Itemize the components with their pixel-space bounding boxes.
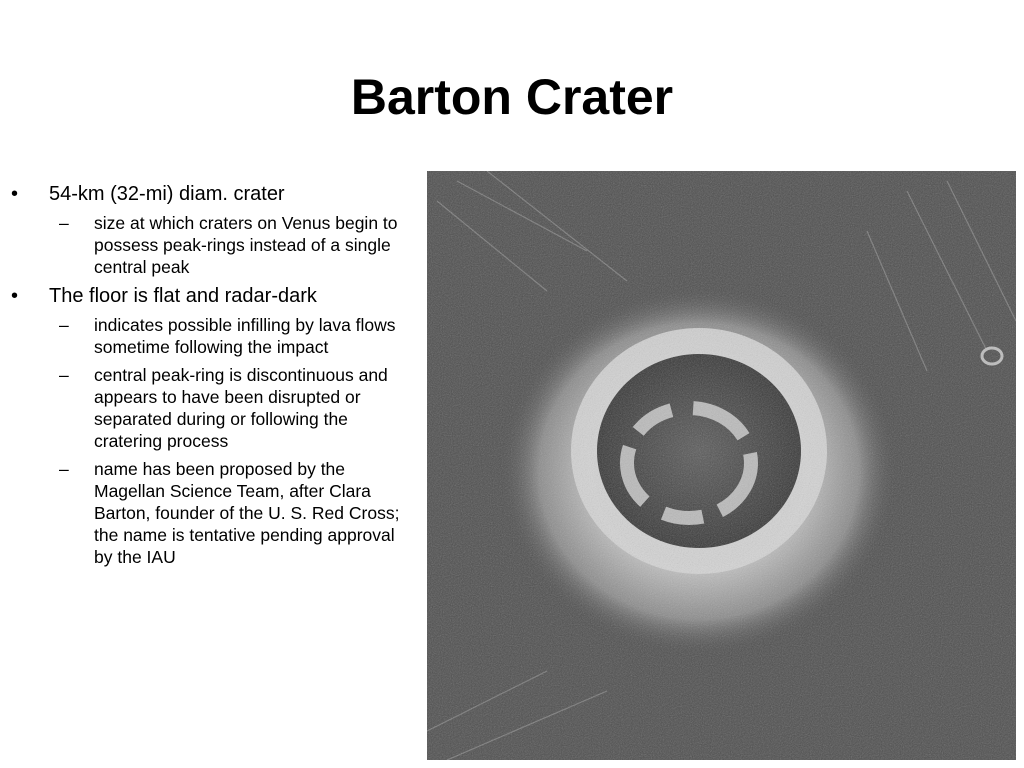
sub-list bbox=[49, 314, 420, 568]
bullet-list bbox=[0, 182, 420, 568]
sub-item bbox=[49, 314, 420, 358]
slide-content bbox=[0, 182, 420, 574]
sub-item-text: central peak-ring is discontinuous and appears to have been disrupted or separated during or following the cratering process bbox=[94, 365, 388, 451]
crater-radar-image bbox=[427, 171, 1016, 760]
sub-item-text: size at which craters on Venus begin to possess peak-rings instead of a single central peak bbox=[94, 213, 398, 277]
crater-illustration bbox=[427, 171, 1016, 760]
sub-list bbox=[49, 212, 420, 278]
bullet-item bbox=[0, 284, 420, 568]
slide-title: Barton Crater bbox=[350, 69, 674, 125]
sub-item-text: indicates possible infilling by lava flows sometime following the impact bbox=[94, 315, 396, 357]
sub-item-text: name has been proposed by the Magellan Science Team, after Clara Barton, founder of the U. S. Red Cross; the name is tentative pending approval by the IAU bbox=[94, 459, 400, 567]
bullet-marker: • bbox=[11, 285, 19, 307]
sub-marker: – bbox=[59, 315, 69, 335]
sub-item bbox=[49, 212, 420, 278]
sub-item bbox=[49, 458, 420, 568]
sub-marker: – bbox=[59, 365, 69, 385]
bullet-text: 54-km (32-mi) diam. crater bbox=[49, 183, 285, 205]
bullet-marker: • bbox=[11, 183, 19, 205]
sub-marker: – bbox=[59, 213, 69, 233]
sub-marker: – bbox=[59, 459, 69, 479]
bullet-item bbox=[0, 182, 420, 278]
sub-item bbox=[49, 364, 420, 452]
radar-texture bbox=[427, 171, 1016, 760]
bullet-text: The floor is flat and radar-dark bbox=[49, 285, 317, 307]
